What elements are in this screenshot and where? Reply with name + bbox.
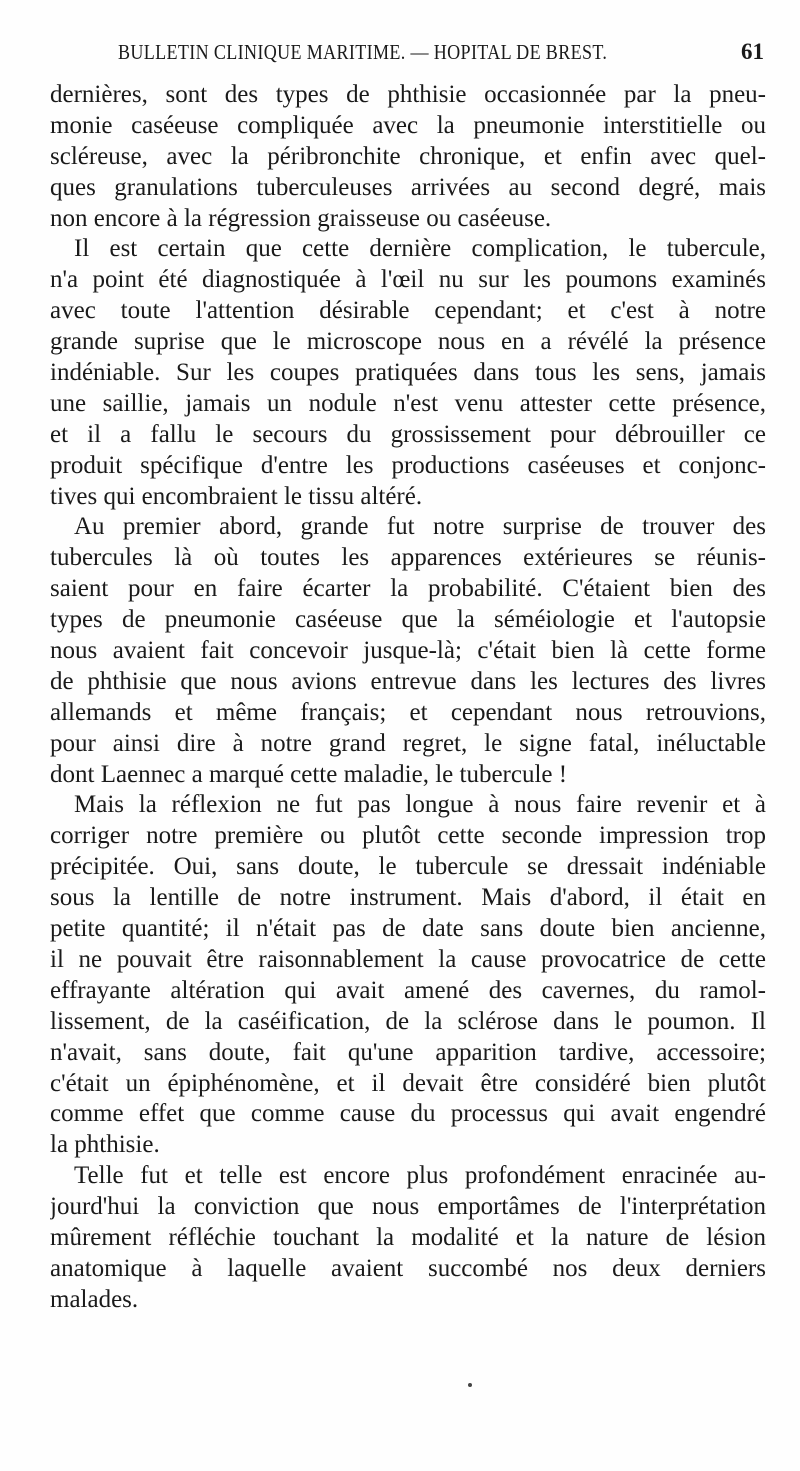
text-line: petite quantité; il n'était pas de date sans doute bien ancienne, bbox=[50, 915, 766, 943]
text-line: effrayante altération qui avait amené des cavernes, du ramol- bbox=[50, 976, 766, 1004]
text-line: la phthisie. bbox=[50, 1131, 160, 1159]
text-line: malades. bbox=[50, 1285, 139, 1313]
text-line: une saillie, jamais un nodule n'est venu attester cette présence, bbox=[50, 389, 766, 417]
text-line: saient pour en faire écarter la probabilité. C'étaient bien des bbox=[50, 575, 766, 603]
running-head bbox=[52, 40, 764, 70]
text-line: pour ainsi dire à notre grand regret, le signe fatal, inéluctable bbox=[50, 729, 766, 757]
text-line: précipitée. Oui, sans doute, le tubercule se dressait indéniable bbox=[50, 853, 766, 881]
text-line: types de pneumonie caséeuse que la séméiologie et l'autopsie bbox=[50, 606, 766, 634]
running-title: BULLETIN CLINIQUE MARITIME. — HOPITAL DE BREST. bbox=[118, 40, 608, 64]
text-line: Mais la réflexion ne fut pas longue à nous faire revenir et à bbox=[74, 791, 766, 819]
text-line: nous avaient fait concevoir jusque-là; c'était bien là cette forme bbox=[50, 637, 766, 665]
text-line: ques granulations tuberculeuses arrivées au second degré, mais bbox=[50, 173, 766, 201]
text-line: corriger notre première ou plutôt cette seconde impression trop bbox=[50, 822, 766, 850]
page-number: 61 bbox=[741, 39, 764, 64]
text-line: c'était un épiphénomène, et il devait être considéré bien plutôt bbox=[50, 1069, 766, 1097]
text-line: non encore à la régression graisseuse ou caséeuse. bbox=[50, 204, 552, 232]
text-line: et il a fallu le secours du grossissement pour débrouiller ce bbox=[50, 420, 766, 448]
text-line: allemands et même français; et cependant nous retrouvions, bbox=[50, 698, 766, 726]
text-line: il ne pouvait être raisonnablement la cause provocatrice de cette bbox=[50, 945, 766, 973]
ink-speck bbox=[468, 1383, 472, 1387]
text-line: Au premier abord, grande fut notre surprise de trouver des bbox=[74, 513, 766, 541]
text-line: grande suprise que le microscope nous en a révélé la présence bbox=[50, 328, 766, 356]
text-line: n'a point été diagnostiquée à l'œil nu sur les poumons examinés bbox=[50, 266, 766, 294]
text-line: de phthisie que nous avions entrevue dans les lectures des livres bbox=[50, 667, 766, 695]
text-line: produit spécifique d'entre les productions caséeuses et conjonc- bbox=[50, 451, 766, 479]
text-line: lissement, de la caséification, de la sclérose dans le poumon. Il bbox=[50, 1007, 766, 1035]
text-line: n'avait, sans doute, fait qu'une apparition tardive, accessoire; bbox=[50, 1038, 766, 1066]
text-line: Telle fut et telle est encore plus profondément enracinée au- bbox=[74, 1162, 766, 1190]
text-line: sous la lentille de notre instrument. Mais d'abord, il était en bbox=[50, 884, 766, 912]
body-text bbox=[50, 80, 766, 1316]
text-line: dont Laennec a marqué cette maladie, le tubercule ! bbox=[50, 760, 568, 788]
text-line: tubercules là où toutes les apparences extérieures se réunis- bbox=[50, 544, 766, 572]
text-line: dernières, sont des types de phthisie occasionnée par la pneu- bbox=[50, 81, 766, 108]
text-line: tives qui encombraient le tissu altéré. bbox=[50, 482, 423, 510]
text-line: anatomique à laquelle avaient succombé nos deux derniers bbox=[50, 1254, 766, 1282]
text-line: avec toute l'attention désirable cependant; et c'est à notre bbox=[50, 297, 766, 325]
text-line: indéniable. Sur les coupes pratiquées dans tous les sens, jamais bbox=[50, 359, 766, 387]
text-line: comme effet que comme cause du processus qui avait engendré bbox=[50, 1100, 766, 1128]
text-line: jourd'hui la conviction que nous emportâmes de l'interprétation bbox=[50, 1193, 766, 1221]
text-line: Il est certain que cette dernière complication, le tubercule, bbox=[74, 235, 766, 263]
text-line: mûrement réfléchie touchant la modalité et la nature de lésion bbox=[50, 1223, 766, 1251]
text-line: scléreuse, avec la péribronchite chronique, et enfin avec quel- bbox=[50, 142, 766, 170]
text-line: monie caséeuse compliquée avec la pneumonie interstitielle ou bbox=[50, 111, 766, 139]
